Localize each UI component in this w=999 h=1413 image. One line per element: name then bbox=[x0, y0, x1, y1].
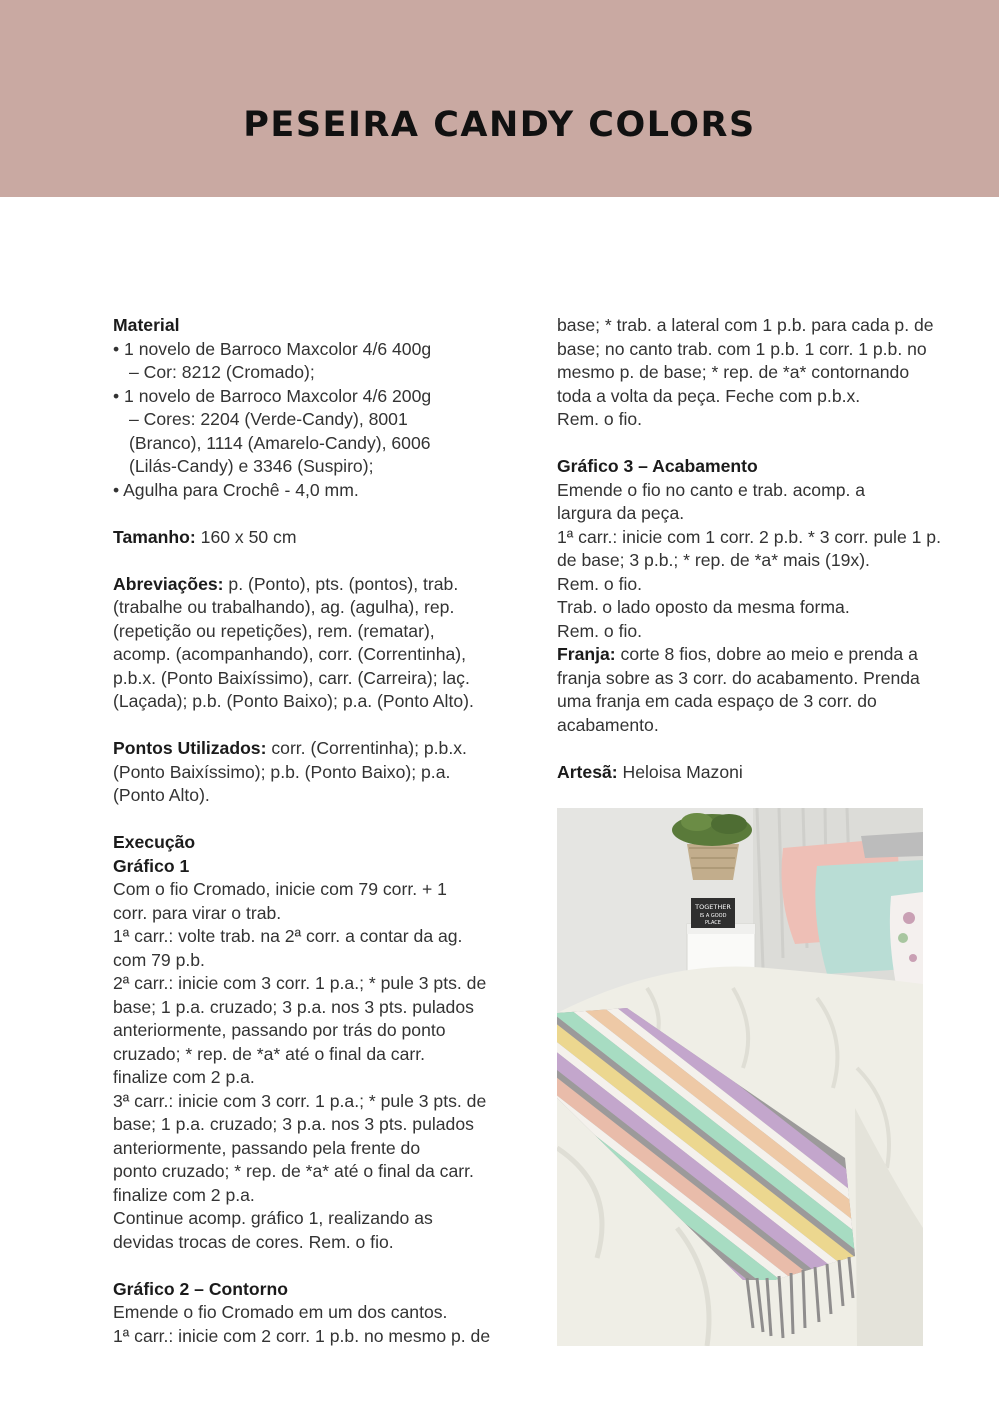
chart3-text: de base; 3 p.b.; * rep. de *a* mais (19x). bbox=[557, 550, 870, 570]
chart1-text: Com o fio Cromado, inicie com 79 corr. + 1 bbox=[113, 879, 447, 899]
material-item-cont: – Cor: 8212 (Cromado); bbox=[129, 362, 315, 382]
left-column bbox=[113, 314, 533, 1372]
fringe-label: Franja: bbox=[557, 644, 616, 664]
sign-text: IS A GOOD bbox=[699, 913, 727, 919]
material-item: • 1 novelo de Barroco Maxcolor 4/6 400g bbox=[113, 338, 432, 359]
size-section bbox=[113, 526, 533, 550]
material-heading: Material bbox=[113, 315, 180, 335]
abbreviations-text: (repetição ou repetições), rem. (rematar), bbox=[113, 620, 435, 641]
abbreviations-text: p.b.x. (Ponto Baixíssimo), carr. (Carreira); laç. bbox=[113, 667, 470, 688]
chart2-heading: Gráfico 2 – Contorno bbox=[113, 1278, 288, 1299]
sign-text: PLACE bbox=[705, 920, 721, 926]
chart1-text: cruzado; * rep. de *a* até o final da carr. bbox=[113, 1043, 425, 1064]
material-item: • Agulha para Crochê - 4,0 mm. bbox=[113, 479, 359, 500]
chart1-text: 1ª carr.: volte trab. na 2ª corr. a contar da ag. bbox=[113, 926, 463, 946]
chart1-text: anteriormente, passando pela frente do bbox=[113, 1137, 421, 1158]
material-item: • 1 novelo de Barroco Maxcolor 4/6 200g bbox=[113, 385, 432, 406]
chart3-heading: Gráfico 3 – Acabamento bbox=[557, 456, 758, 476]
chart1-text: base; 1 p.a. cruzado; 3 p.a. nos 3 pts. pulados bbox=[113, 996, 474, 1017]
stitches-text: (Ponto Alto). bbox=[113, 785, 210, 805]
fringe-text: uma franja em cada espaço de 3 corr. do bbox=[557, 691, 877, 711]
chart2-text: toda a volta da peça. Feche com p.b.x. bbox=[557, 385, 861, 406]
right-column bbox=[557, 314, 979, 808]
stitches-text: corr. (Correntinha); p.b.x. bbox=[266, 738, 467, 758]
chart2-text: mesmo p. de base; * rep. de *a* contornando bbox=[557, 362, 910, 382]
chart2-text: Emende o fio Cromado em um dos cantos. bbox=[113, 1302, 448, 1322]
abbreviations-label: Abreviações: bbox=[113, 573, 224, 594]
abbreviations-section bbox=[113, 573, 533, 714]
chart2-text: 1ª carr.: inicie com 2 corr. 1 p.b. no mesmo p. de bbox=[113, 1325, 491, 1346]
chart2-continued bbox=[557, 314, 979, 432]
execution-heading: Execução bbox=[113, 832, 196, 852]
title-banner bbox=[0, 0, 999, 197]
chart3-text: 1ª carr.: inicie com 1 corr. 2 p.b. * 3 corr. pule 1 p. bbox=[557, 526, 941, 547]
size-label: Tamanho: bbox=[113, 526, 196, 547]
chart2-text: base; * trab. a lateral com 1 p.b. para cada p. de bbox=[557, 315, 934, 335]
chart1-text: devidas trocas de cores. Rem. o fio. bbox=[113, 1231, 394, 1252]
chart1-text: finalize com 2 p.a. bbox=[113, 1067, 255, 1087]
chart1-text: com 79 p.b. bbox=[113, 949, 205, 970]
abbreviations-text: (Laçada); p.b. (Ponto Baixo); p.a. (Ponto Alto). bbox=[113, 691, 474, 711]
abbreviations-text: p. (Ponto), pts. (pontos), trab. bbox=[223, 573, 459, 594]
chart2-section bbox=[113, 1278, 533, 1349]
stitches-text: (Ponto Baixíssimo); p.b. (Ponto Baixo); p.a. bbox=[113, 761, 451, 782]
fringe-text: franja sobre as 3 corr. do acabamento. Prenda bbox=[557, 667, 920, 688]
material-section bbox=[113, 314, 533, 502]
sign-frame bbox=[691, 898, 735, 928]
chart1-text: 2ª carr.: inicie com 3 corr. 1 p.a.; * pule 3 pts. de bbox=[113, 973, 487, 993]
artisan-section bbox=[557, 761, 979, 785]
chart2-text: Rem. o fio. bbox=[557, 409, 643, 429]
stitches-label: Pontos Utilizados: bbox=[113, 738, 267, 758]
abbreviations-text: (trabalhe ou trabalhando), ag. (agulha), rep. bbox=[113, 597, 455, 617]
chart3-section bbox=[557, 455, 979, 737]
fringe-text: acabamento. bbox=[557, 714, 659, 735]
material-item-cont: (Lilás-Candy) e 3346 (Suspiro); bbox=[129, 456, 374, 476]
fringe-text: corte 8 fios, dobre ao meio e prenda a bbox=[615, 644, 918, 664]
chart1-text: anteriormente, passando por trás do ponto bbox=[113, 1020, 446, 1040]
chart3-text: Emende o fio no canto e trab. acomp. a bbox=[557, 479, 866, 500]
chart2-text: base; no canto trab. com 1 p.b. 1 corr. 1 p.b. no bbox=[557, 338, 927, 359]
artisan-label: Artesã: bbox=[557, 761, 618, 782]
chart3-text: Trab. o lado oposto da mesma forma. bbox=[557, 597, 850, 617]
chart3-text: largura da peça. bbox=[557, 503, 685, 523]
abbreviations-text: acomp. (acompanhando), corr. (Correntinha), bbox=[113, 644, 467, 664]
chart1-text: ponto cruzado; * rep. de *a* até o final da carr. bbox=[113, 1161, 474, 1181]
product-photo bbox=[557, 808, 923, 1346]
artisan-name: Heloisa Mazoni bbox=[617, 761, 743, 782]
stitches-section bbox=[113, 737, 533, 808]
chart1-text: Continue acomp. gráfico 1, realizando as bbox=[113, 1208, 433, 1228]
chart3-text: Rem. o fio. bbox=[557, 620, 643, 641]
material-item-cont: – Cores: 2204 (Verde-Candy), 8001 bbox=[129, 409, 408, 429]
material-item-cont: (Branco), 1114 (Amarelo-Candy), 6006 bbox=[129, 432, 431, 453]
chart3-text: Rem. o fio. bbox=[557, 573, 643, 594]
chart1-text: corr. para virar o trab. bbox=[113, 902, 282, 923]
size-value: 160 x 50 cm bbox=[195, 526, 297, 547]
chart1-text: finalize com 2 p.a. bbox=[113, 1184, 255, 1205]
chart1-heading: Gráfico 1 bbox=[113, 855, 190, 876]
sign-text: TOGETHER bbox=[695, 903, 731, 911]
page-title: PESEIRA CANDY COLORS bbox=[243, 105, 756, 145]
chart1-text: 3ª carr.: inicie com 3 corr. 1 p.a.; * pule 3 pts. de bbox=[113, 1090, 487, 1111]
execution-section bbox=[113, 831, 533, 1254]
chart1-text: base; 1 p.a. cruzado; 3 p.a. nos 3 pts. pulados bbox=[113, 1114, 474, 1134]
